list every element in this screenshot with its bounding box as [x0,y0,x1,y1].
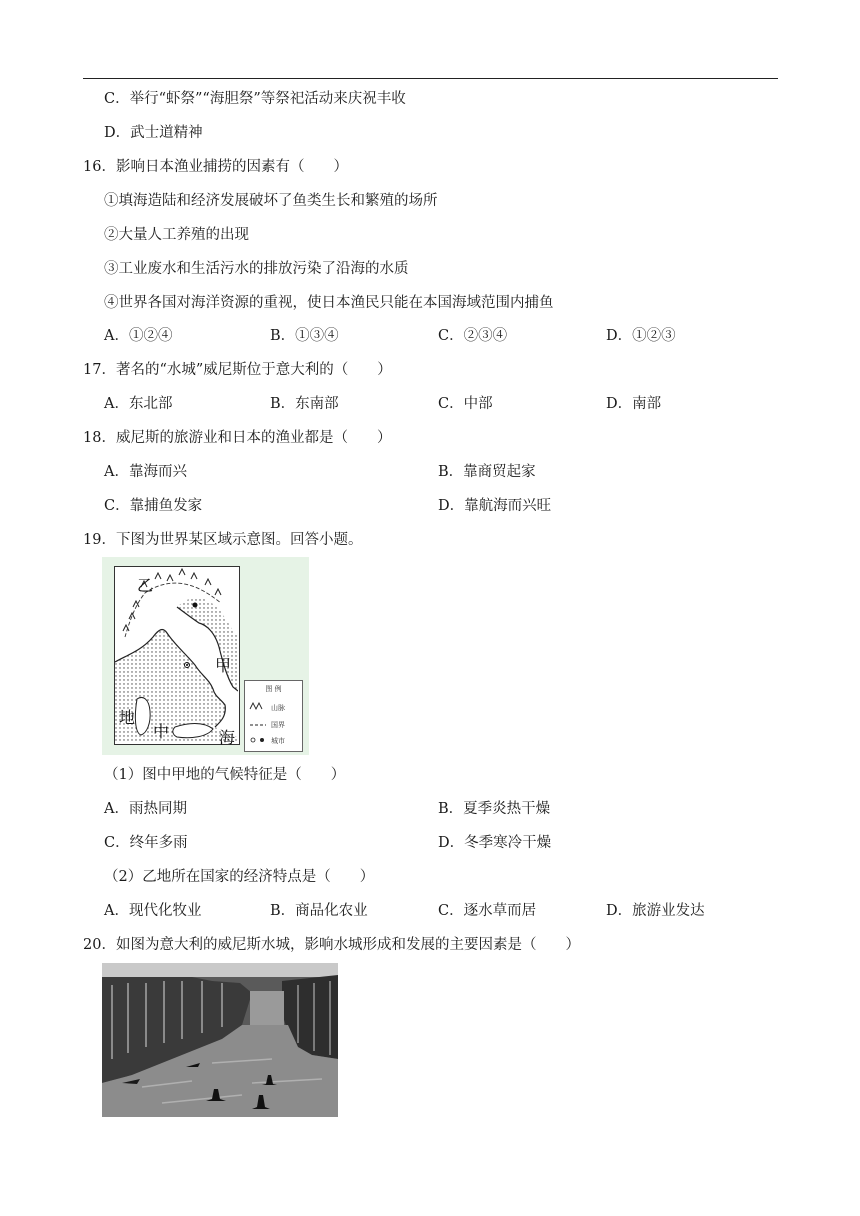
map-label-hai: 海 [219,728,236,747]
map-label-yi: 乙 [137,576,154,595]
q15-option-d: D．武士道精神 [104,125,203,141]
q16-item-4: ④世界各国对海洋资源的重视，使日本渔民只能在本国海域范围内捕鱼 [104,295,554,311]
map-legend [244,680,303,752]
q16-item-2: ②大量人工养殖的出现 [104,227,249,243]
legend-mountain: 山脉 [271,704,285,712]
q19-sub2-option-b: B．商品化农业 [270,903,368,919]
q18-stem: 18．威尼斯的旅游业和日本的渔业都是（ ） [83,430,392,446]
header-rule [83,78,778,79]
q19-sub1-stem: （1）图中甲地的气候特征是（ ） [104,767,346,783]
q16-item-3: ③工业废水和生活污水的排放污染了沿海的水质 [104,261,409,277]
q16-item-1: ①填海造陆和经济发展破坏了鱼类生长和繁殖的场所 [104,193,438,209]
map-label-jia: 甲 [215,656,232,675]
q18-option-d: D．靠航海而兴旺 [438,498,552,514]
q18-option-a: A．靠海而兴 [104,464,187,480]
q17-option-a: A．东北部 [104,396,173,412]
region-map-figure [102,557,309,755]
q17-option-c: C．中部 [438,396,493,412]
q19-sub2-stem: （2）乙地所在国家的经济特点是（ ） [104,869,375,885]
q17-stem: 17．著名的“水城”威尼斯位于意大利的（ ） [83,362,392,378]
legend-border: 国界 [271,721,285,729]
q15-option-c: C．举行“虾祭”“海胆祭”等祭祀活动来庆祝丰收 [104,91,406,107]
q20-stem: 20．如图为意大利的威尼斯水城，影响水城形成和发展的主要因素是（ ） [83,937,580,953]
q16-option-a: A．①②④ [104,328,173,344]
venice-photo [102,963,338,1117]
q16-stem: 16．影响日本渔业捕捞的因素有（ ） [83,159,348,175]
q16-option-d: D．①②③ [606,328,676,344]
q17-option-b: B．东南部 [270,396,339,412]
q17-option-d: D．南部 [606,396,662,412]
q18-option-c: C．靠捕鱼发家 [104,498,203,514]
q16-option-b: B．①③④ [270,328,339,344]
q19-sub1-option-c: C．终年多雨 [104,835,188,851]
q19-sub1-option-a: A．雨热同期 [104,801,187,817]
map-label-di: 地 [119,708,136,727]
q19-sub1-option-d: D．冬季寒冷干燥 [438,835,552,851]
q19-sub2-option-d: D．旅游业发达 [606,903,705,919]
legend-title: 图 例 [265,685,282,693]
legend-symbols [248,697,270,749]
map-label-zhong: 中 [153,722,170,741]
q19-sub2-option-c: C．逐水草而居 [438,903,537,919]
q19-sub1-option-b: B．夏季炎热干燥 [438,801,551,817]
q19-sub2-option-a: A．现代化牧业 [104,903,202,919]
venice-photo-drawing [102,963,338,1117]
q18-option-b: B．靠商贸起家 [438,464,536,480]
italy-map [114,566,240,745]
legend-city: 城市 [271,737,285,745]
q16-option-c: C．②③④ [438,328,508,344]
q19-stem: 19．下图为世界某区域示意图。回答小题。 [83,532,363,548]
